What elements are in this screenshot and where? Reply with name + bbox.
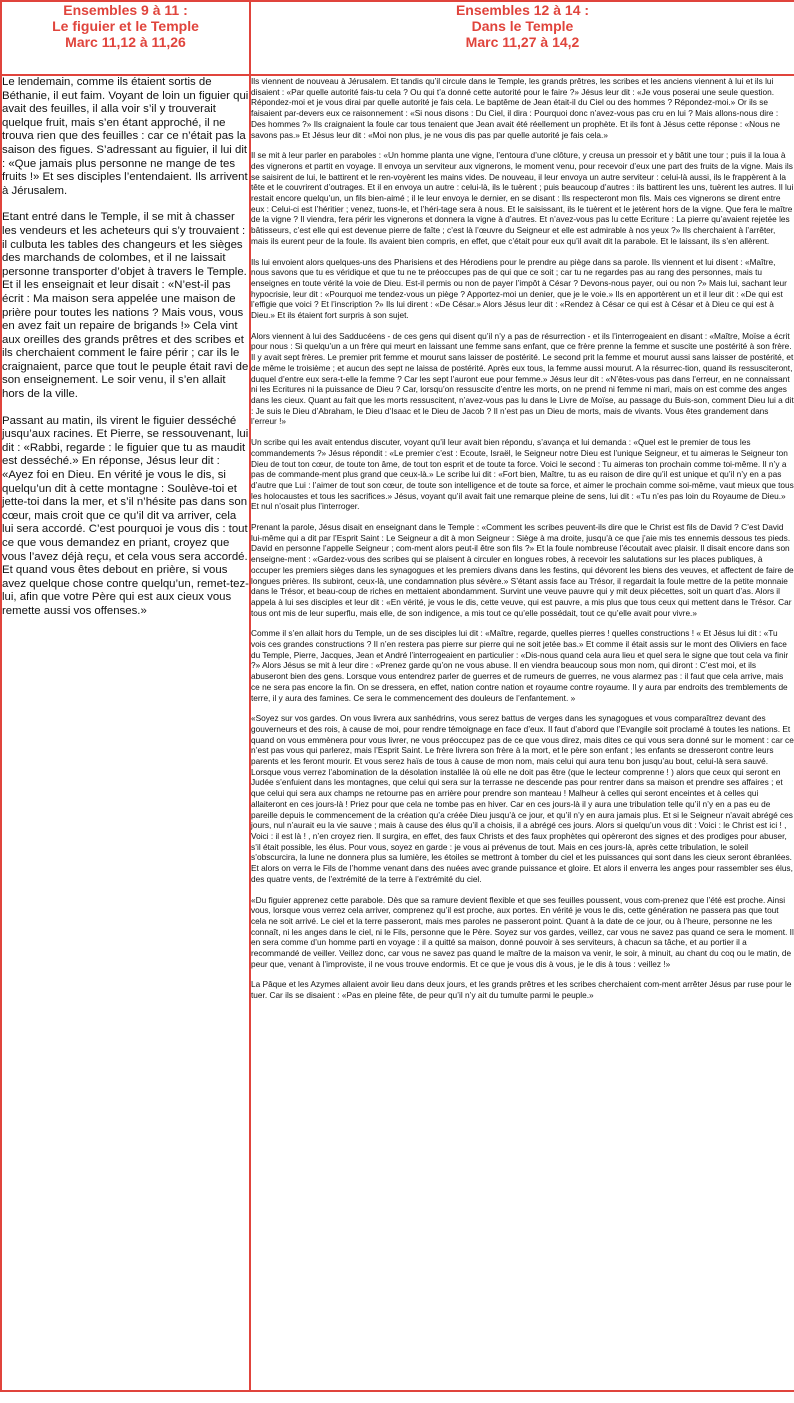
right-heading-reference: Marc 11,27 à 14,2 xyxy=(465,34,580,50)
left-column-text xyxy=(1,75,250,1391)
right-paragraph: Ils viennent de nouveau à Jérusalem. Et tandis qu’il circule dans le Temple, les grands prêtres, les scribes et les anciens viennent à lui et ils lui disaient : «Par quelle autorité fais-tu cela ? Ou qui t’a donné cette autorité pour le faire ?» Jésus leur dit : «Je vous poserai une seule question. Répondez-moi et je vous dirai par quelle autorité je fais cela. Le baptême de Jean était-il du Ciel ou des hommes ? Répondez-moi.» Or ils se faisaient par-devers eux ce raisonnement : «Si nous disons : Du Ciel, il dira : Pourquoi donc n’avez-vous pas cru en lui ? Mais allons-nous dire : Des hommes ?» Ils craignaient la foule car tous tenaient que Jean avait été réellement un prophète. Et ils font à Jésus cette réponse : «Nous ne savons pas.» Et Jésus leur dit : «Moi non plus, je ne vous dis pas par quelle autorité je fais cela.» xyxy=(251,76,781,140)
right-column-text xyxy=(250,75,794,1391)
left-heading-reference: Marc 11,12 à 11,26 xyxy=(65,34,186,50)
left-heading-ensembles: Ensembles 9 à 11 : xyxy=(63,2,188,18)
body-row xyxy=(1,75,794,1391)
right-paragraph: «Du figuier apprenez cette parabole. Dès que sa ramure devient flexible et que ses feuilles poussent, vous com-prenez que l’été est proche. Ainsi vous, lorsque vous verrez cela arriver, comprenez qu’il est proche, aux portes. En vérité je vous le dis, cette génération ne passera pas que tout cela ne soit arrivé. Le ciel et la terre passeront, mais mes paroles ne passeront point. Quant à la date de ce jour, ou à l’heure, personne ne les connaît, ni les anges dans le ciel, ni le Fils, personne que le Père. Soyez sur vos gardes, veillez, car vous ne savez pas quand ce sera le moment. Il en sera comme d’un homme parti en voyage : il a quitté sa maison, donné pouvoir à ses serviteurs, à chacun sa tâche, et au portier il a recommandé de veiller. Veillez donc, car vous ne savez pas quand le maître de la maison va venir, le soir, à minuit, au chant du coq ou le matin, de peur que, venant à l’improviste, il ne vous trouve endormis. Et ce que je vous dis à vous, je le dis à tous : veillez !» xyxy=(251,894,794,969)
right-paragraph: «Soyez sur vos gardes. On vous livrera aux sanhédrins, vous serez battus de verges dans les synagogues et vous comparaîtrez devant des gouverneurs et des rois, à cause de moi, pour rendre témoignage en face d’eux. Il faut d’abord que l’Evangile soit proclamé à toutes les nations. Et quand on vous emmènera pour vous livrer, ne vous préoccupez pas de ce que vous direz, mais dites ce qui vous sera donné sur le moment : car ce n’est pas vous qui parlerez, mais l’Esprit Saint. Le frère livrera son frère à la mort, et le père son enfant ; les enfants se dresseront contre leurs parents et les feront mourir. Et vous serez haïs de tous à cause de mon nom, mais celui qui aura tenu bon jusqu’au bout, celui-là sera sauvé. Lorsque vous verrez l’abomination de la désolation installée là où elle ne doit pas être (que le lecteur comprenne ! ) alors que ceux qui seront en Judée s’enfuient dans les montagnes, que celui qui sera sur la terrasse ne descende pas pour rentrer dans sa maison et prendre ses affaires ; et que celui qui sera aux champs ne retourne pas en arrière pour prendre son manteau ! Malheur à celles qui seront enceintes et à celles qui allaiteront en ces jours-là ! Priez pour que cela ne tombe pas en hiver. Car en ces jours-là il y aura une tribulation telle qu’il n’y en a pas eu de pareille depuis le commencement de la création qu’a créée Dieu jusqu’à ce jour, et qu’il n’y en aura jamais plus. Et si le Seigneur n’avait abrégé ces jours, nul n’aurait eu la vie sauve ; mais à cause des élus qu’il a choisis, il a abrégé ces jours. Alors si quelqu’un vous dit : Voici : le Christ est ici ! , Voici : il est là ! , n’en croyez rien. Il surgira, en effet, des faux Christs et des faux prophètes qui opèreront des signes et des prodiges pour abuser, s’il était possible, les élus. Pour vous, soyez en garde : je vous ai prévenus de tout. Mais en ces jours-là, après cette tribulation, le soleil s’obscurcira, la lune ne donnera plus sa lumière, les étoiles se mettront à tomber du ciel et les puissances qui sont dans les cieux seront ébranlées. Et alors on verra le Fils de l’homme venant dans des nuées avec grande puissance et gloire. Et alors il enverra les anges pour rassembler ses élus, des quatre vents, de l’extrémité de la terre à l’extrémité du ciel. xyxy=(251,713,794,884)
right-paragraph: Il se mit à leur parler en paraboles : «Un homme planta une vigne, l’entoura d’une clôture, y creusa un pressoir et y bâtit une tour ; puis il la loua à des vignerons et partit en voyage. Il envoya un serviteur aux vignerons, le moment venu, pour recevoir d’eux une part des fruits de la vigne. Mais ils se saisirent de lui, le battirent et le ren-voyèrent les mains vides. De nouveau, il leur envoya un autre serviteur : celui-là aussi, ils le frappèrent à la tête et le couvrirent d’outrages. Et il en envoya un autre : celui-là, ils le tuèrent ; puis beaucoup d’autres : ils battirent les uns, tuèrent les autres. Il lui restait encore quelqu’un, un fils bien-aimé ; il le leur envoya le dernier, en se disant : Ils respecteront mon fils. Mais ces vignerons se dirent entre eux : Celui-ci est l’héritier ; venez, tuons-le, et l’héri-tage sera à nous. Et le saisissant, ils le tuèrent et le jetèrent hors de la vigne. Que fera le maître de la vigne ? Il viendra, fera périr les vignerons et donnera la vigne à d’autres. Et n’avez-vous pas lu cette Ecriture : La pierre qu’avaient rejetée les bâtisseurs, c’est elle qui est devenue pierre de faîte ; c’est là l’œuvre du Seigneur et elle est admirable à nos yeux ?» Ils cherchaient à l’arrêter, mais ils eurent peur de la foule. Ils avaient bien compris, en effet, que c’était pour eux qu’il avait dit la parabole. Et le laissant, ils s’en allèrent. xyxy=(251,150,794,246)
right-paragraph: Ils lui envoient alors quelques-uns des Pharisiens et des Hérodiens pour le prendre au piège dans sa parole. Ils viennent et lui disent : «Maître, nous savons que tu es véridique et que tu ne te préoccupes pas de qui que ce soit ; car tu ne regardes pas au rang des personnes, mais tu enseignes en toute vérité la voie de Dieu. Est-il permis ou non de payer l’impôt à César ? Devons-nous payer, oui ou non ?» Mais lui, sachant leur hypocrisie, leur dit : «Pourquoi me tendez-vous un piège ? Apportez-moi un denier, que je le voie.» Ils en apportèrent un et il leur dit : «De qui est l’effigie que voici ? Et l’inscription ?» Ils lui dirent : «De César.» Alors Jésus leur dit : «Rendez à César ce qui est à César et à Dieu ce qui est à Dieu.» Et ils étaient fort surpris à son sujet. xyxy=(251,256,787,321)
right-heading-ensembles: Ensembles 12 à 14 : xyxy=(455,2,590,18)
right-paragraph: Prenant la parole, Jésus disait en enseignant dans le Temple : «Comment les scribes peuvent-ils dire que le Christ est fils de David ? C’est David lui-même qui a dit par l’Esprit Saint : Le Seigneur a dit à mon Seigneur : Siège à ma droite, jusqu’à ce que j’aie mis tes ennemis dessous tes pieds. David en personne l’appelle Seigneur ; com-ment alors peut-il être son fils ?» Et la foule nombreuse l’écoutait avec plaisir. Il disait encore dans son enseigne-ment : «Gardez-vous des scribes qui se plaisent à circuler en longues robes, à recevoir les salutations sur les places publiques, à occuper les premiers sièges dans les synagogues et les premiers divans dans les festins, qui dévorent les biens des veuves, et affectent de faire de longues prières. Ils subiront, ceux-là, une condamnation plus sévère.» S’étant assis face au Trésor, il regardait la foule mettre de la petite monnaie dans le Trésor, et beau-coup de riches en mettaient abondamment. Survint une veuve pauvre qui y mit deux piécettes, soit un quart d’as. Alors il appela à lui ses disciples et leur dit : «En vérité, je vous le dis, cette veuve, qui est pauvre, a mis plus que tous ceux qui mettent dans le Trésor. Car tous ont mis de leur superflu, mais elle, de son indigence, a mis tout ce qu’elle possédait, tout ce qu’elle avait pour vivre.» xyxy=(251,522,794,618)
right-paragraph: Alors viennent à lui des Sadducéens - de ces gens qui disent qu’il n’y a pas de résurrection - et ils l’interrogeaient en disant : «Maître, Moïse a écrit pour nous : Si quelqu’un a un frère qui meurt en laissant une femme sans enfant, que ce frère prenne la femme et suscite une postérité à son frère. Il y avait sept frères. Le premier prit femme et mourut sans laisser de postérité. Le second prit la femme et mourut aussi sans laisser de postérité, et de même le troisième ; et aucun des sept ne laissa de postérité. Après eux tous, la femme aussi mourut. A la résurrec-tion, quand ils ressusciteront, duquel d’entre eux sera-t-elle la femme ? Car les sept l’auront eue pour femme.» Jésus leur dit : «N’êtes-vous pas dans l’erreur, en ne connaissant ni les Ecritures ni la puissance de Dieu ? Car, lorsqu’on ressuscite d’entre les morts, on ne prend ni femme ni mari, mais on est comme des anges dans les cieux. Quant au fait que les morts ressuscitent, n’avez-vous pas lu dans le Livre de Moïse, au passage du Buis-son, comment Dieu lui a dit : Je suis le Dieu d’Abraham, le Dieu d’Isaac et le Dieu de Jacob ? Il n’est pas un Dieu de morts, mais de vivants. Vous êtes grandement dans l’erreur !» xyxy=(251,330,794,427)
right-column-heading xyxy=(250,1,794,75)
header-row xyxy=(1,1,794,75)
left-heading-title: Le figuier et le Temple xyxy=(52,18,199,34)
right-paragraph: Comme il s’en allait hors du Temple, un de ses disciples lui dit : «Maître, regarde, quelles pierres ! quelles constructions ! « Et Jésus lui dit : «Tu vois ces grandes constructions ? Il n’en restera pas pierre sur pierre qui ne soit jetée bas.» Et comme il était assis sur le mont des Oliviers en face du Temple, Pierre, Jacques, Jean et André l’interrogeaient en particulier : «Dis-nous quand cela aura lieu et quel sera le signe que tout cela va finir ?» Alors Jésus se mit à leur dire : «Prenez garde qu’on ne vous abuse. Il en viendra beaucoup sous mon nom, qui diront : C’est moi, et ils abuseront bien des gens. Lorsque vous entendrez parler de guerres et de rumeurs de guerres, ne vous alarmez pas : il faut que cela arrive, mais ce ne sera pas encore la fin. On se dressera, en effet, nation contre nation et royaume contre royaume. Il y aura par endroits des tremblements de terre, il y aura des famines. Ce sera le commencement des douleurs de l’enfantement. » xyxy=(251,628,789,703)
right-heading-title: Dans le Temple xyxy=(471,18,574,34)
left-paragraph: Passant au matin, ils virent le figuier desséché jusqu’aux racines. Et Pierre, se ressouvenant, lui dit : «Rabbi, regarde : le figuier que tu as maudit est desséché.» En réponse, Jésus leur dit : «Ayez foi en Dieu. En vérité je vous le dis, si quelqu’un dit à cette montagne : Soulève-toi et jette-toi dans la mer, et s’il n’hésite pas dans son cœur, mais croit que ce qu’il dit va arriver, cela lui sera accordé. C’est pourquoi je vous dis : tout ce que vous demandez en priant, croyez que vous l’avez déjà reçu, et cela vous sera accordé. Et quand vous êtes debout en prière, si vous avez quelque chose contre quelqu’un, remet-tez-lui, afin que votre Père qui est aux cieux vous remette aussi vos offenses.» xyxy=(2,414,249,617)
left-column-heading xyxy=(1,1,250,75)
right-paragraph: La Pâque et les Azymes allaient avoir lieu dans deux jours, et les grands prêtres et les scribes cherchaient com-ment arrêter Jésus par ruse pour le tuer. Car ils se disaient : «Pas en pleine fête, de peur qu’il n’y ait du tumulte parmi le peuple.» xyxy=(251,979,792,1001)
right-paragraph: Un scribe qui les avait entendus discuter, voyant qu’il leur avait bien répondu, s’avança et lui demanda : «Quel est le premier de tous les commandements ?» Jésus répondit : «Le premier c’est : Ecoute, Israël, le Seigneur notre Dieu est l’unique Seigneur, et tu aimeras le Seigneur ton Dieu de tout ton cœur, de toute ton âme, de tout ton esprit et de toute ta force. Voici le second : Tu aimeras ton prochain comme toi-même. Il n’y a pas de commande-ment plus grand que ceux-là.» Le scribe lui dit : «Fort bien, Maître, tu as eu raison de dire qu’il est unique et qu’il n’y en a pas d’autre que Lui : l’aimer de tout son cœur, de toute son intelligence et de toute sa force, et aimer le prochain comme soi-même, vaut mieux que tous les holocaustes et tous les sacrifices.» Jésus, voyant qu’il avait fait une remarque pleine de sens, lui dit : «Tu n’es pas loin du Royaume de Dieu.» Et nul n’osait plus l’interroger. xyxy=(251,437,794,512)
left-paragraph: Le lendemain, comme ils étaient sortis de Béthanie, il eut faim. Voyant de loin un figuier qui avait des feuilles, il alla voir s’il y trouverait quelque fruit, mais s’en étant approché, il ne trouva rien que des feuilles : car ce n’était pas la saison des figues. S’adressant au figuier, il lui dit : «Que jamais plus personne ne mange de tes fruits !» Et ses disciples l’entendaient. Ils arrivent à Jérusalem. xyxy=(2,76,249,197)
left-paragraph: Etant entré dans le Temple, il se mit à chasser les vendeurs et les acheteurs qui s’y trouvaient : il culbuta les tables des changeurs et les sièges des marchands de colombes, et il ne laissait personne transporter d’objet à travers le Temple. Et il les enseignait et leur disait : «N’est-il pas écrit : Ma maison sera appelée une maison de prière pour toutes les nations ? Mais vous, vous en avez fait un repaire de brigands !» Cela vint aux oreilles des grands prêtres et des scribes et ils cherchaient comment le faire périr ; car ils le craignaient, parce que tout le peuple était ravi de son enseignement. Le soir venu, il s’en allait hors de la ville. xyxy=(2,211,249,401)
